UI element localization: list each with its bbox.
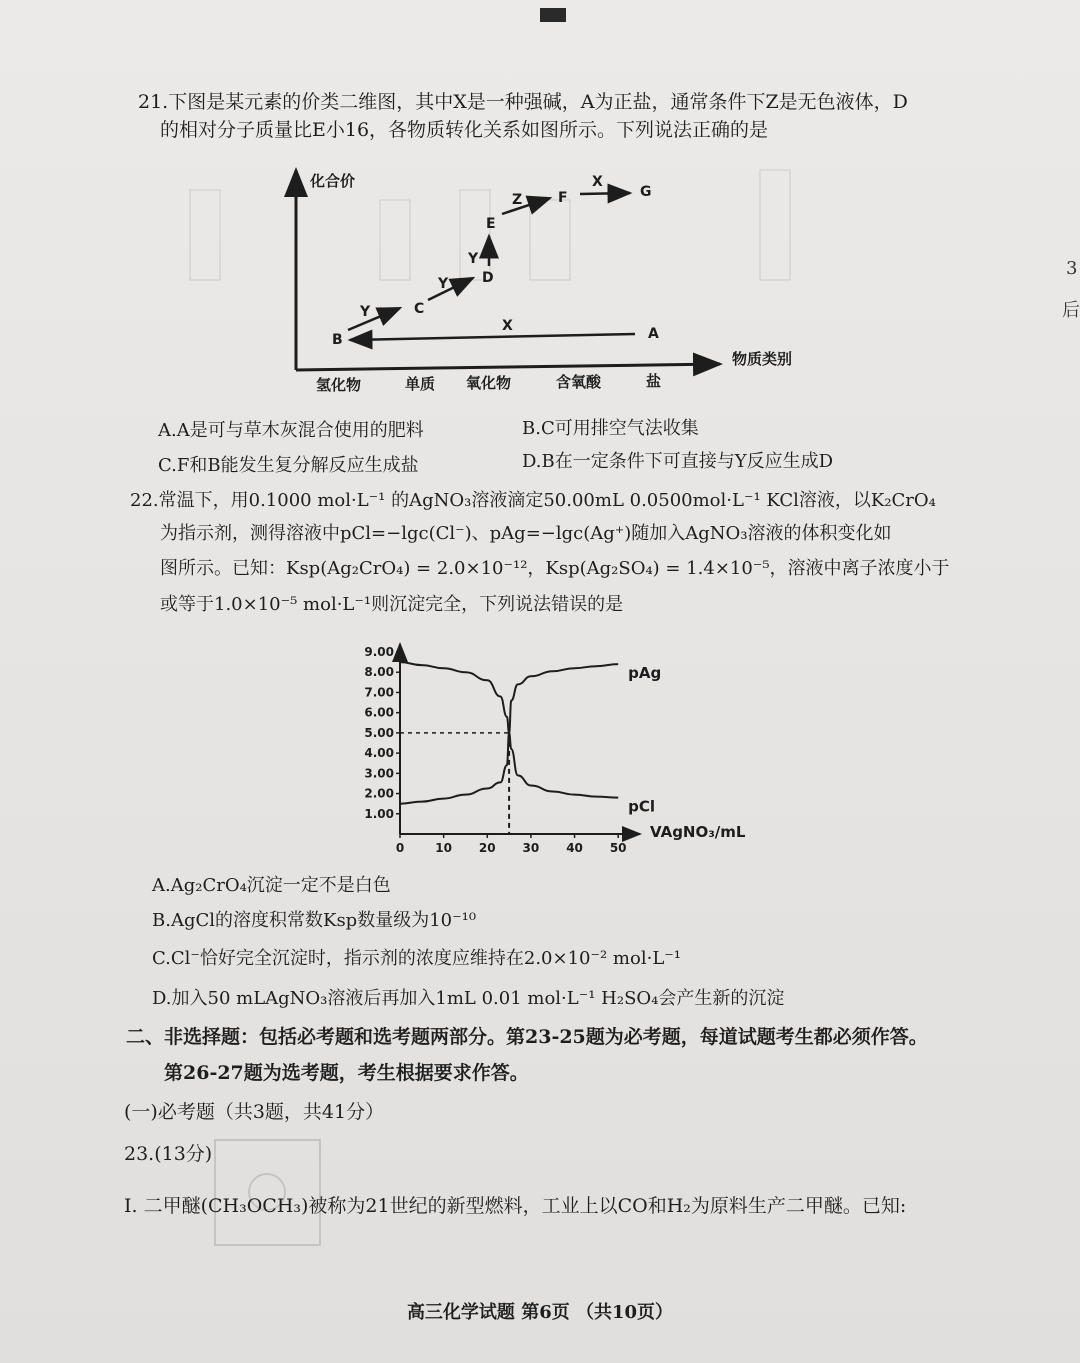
x-tick-label: 40 — [566, 841, 583, 855]
q22-option-a: A.Ag₂CrO₄沉淀一定不是白色 — [152, 875, 391, 896]
arrow-label-x2: X — [592, 174, 603, 190]
q21-option-b: B.C可用排空气法收集 — [522, 418, 699, 439]
diagram-y-label: 化合价 — [310, 172, 356, 190]
node-f: F — [558, 190, 568, 206]
q21-option-d: D.B在一定条件下可直接与Y反应生成D — [522, 451, 834, 472]
chart-x-label: VAgNO₃/mL — [650, 823, 746, 841]
node-c: C — [414, 301, 425, 317]
node-e: E — [486, 216, 496, 232]
section2-line1: 二、非选择题：包括必考题和选考题两部分。第23-25题为必考题，每道试题考生都必须作答。 — [126, 1026, 928, 1048]
q22-option-d: D.加入50 mLAgNO₃溶液后再加入1mL 0.01 mol·L⁻¹ H₂SO₄会产生新的沉淀 — [152, 988, 785, 1009]
node-g: G — [640, 184, 652, 200]
y-tick-label: 7.00 — [364, 685, 394, 700]
q22-option-c: C.Cl⁻恰好完全沉淀时，指示剂的浓度应维持在2.0×10⁻² mol·L⁻¹ — [152, 948, 681, 969]
x-tick-label: 30 — [522, 841, 540, 855]
diagram-x-axis — [296, 364, 720, 370]
arrow-label-z: Z — [512, 192, 523, 208]
x-tick-label: 50 — [609, 841, 627, 855]
section2-subheading: (一)必考题（共3题，共41分） — [124, 1101, 385, 1123]
y-tick-label: 5.00 — [364, 725, 394, 740]
arrow-b-to-c — [348, 308, 400, 330]
x-tick-label: 10 — [435, 841, 452, 855]
binding-tab — [540, 8, 566, 22]
q23-heading: 23.(13分) — [124, 1143, 213, 1165]
arrow-label-y2: Y — [438, 276, 449, 292]
q22-stem-line4: 或等于1.0×10⁻⁵ mol·L⁻¹则沉淀完全，下列说法错误的是 — [160, 594, 624, 615]
q22-stem-line1: 22.常温下，用0.1000 mol·L⁻¹ 的AgNO₃溶液滴定50.00mL 0.0500mol·L⁻¹ KCl溶液，以K₂CrO₄ — [130, 490, 936, 511]
y-tick-label: 6.00 — [364, 705, 394, 720]
category-hydride: 氢化物 — [316, 376, 362, 394]
diagram-x-label: 物质类别 — [732, 350, 793, 368]
q21-stem-line2: 的相对分子质量比E小16，各物质转化关系如图所示。下列说法正确的是 — [160, 119, 769, 141]
category-salt: 盐 — [646, 372, 662, 390]
y-tick-label: 1.00 — [364, 806, 394, 821]
y-tick-label: 8.00 — [364, 665, 394, 680]
right-edge-text-1: 3 — [1066, 258, 1078, 279]
q22-option-b: B.AgCl的溶度积常数Ksp数量级为10⁻¹⁰ — [152, 910, 477, 931]
x-tick-label: 0 — [395, 841, 405, 855]
titration-chart — [340, 632, 760, 860]
arrow-c-to-d — [428, 278, 473, 300]
node-b: B — [332, 332, 343, 348]
arrow-label-x1: X — [502, 318, 513, 334]
arrow-e-to-f — [502, 198, 550, 214]
y-tick-label: 2.00 — [364, 786, 394, 801]
category-oxyacid: 含氧酸 — [556, 373, 602, 391]
valence-class-diagram — [270, 158, 830, 398]
q23-line1: Ⅰ. 二甲醚(CH₃OCH₃)被称为21世纪的新型燃料，工业上以CO和H₂为原料生产二甲醚。已知: — [124, 1195, 907, 1217]
section2-line2: 第26-27题为选考题，考生根据要求作答。 — [164, 1062, 529, 1084]
q21-stem-line1: 21.下图是某元素的价类二维图，其中X是一种强碱，A为正盐，通常条件下Z是无色液体，D — [138, 91, 908, 113]
q22-stem-line2: 为指示剂，测得溶液中pCl=−lgc(Cl⁻)、pAg=−lgc(Ag⁺)随加入AgNO₃溶液的体积变化如 — [160, 523, 892, 544]
bleed-through-lattice — [205, 1130, 335, 1255]
arrow-f-to-g — [580, 193, 630, 194]
y-tick-label: 4.00 — [364, 746, 394, 761]
arrow-a-to-b — [350, 334, 635, 340]
arrow-label-y1: Y — [360, 304, 371, 320]
node-a: A — [648, 326, 659, 342]
page-footer: 高三化学试题 第6页 （共10页） — [406, 1302, 674, 1323]
right-edge-text-2: 后 — [1062, 300, 1080, 321]
x-tick-label: 20 — [478, 841, 496, 855]
y-tick-label: 3.00 — [364, 766, 394, 781]
q21-option-a: A.A是可与草木灰混合使用的肥料 — [158, 420, 424, 441]
category-oxide: 氧化物 — [466, 374, 512, 392]
series-label-pag: pAg — [628, 664, 662, 683]
q22-stem-line3: 图所示。已知：Ksp(Ag₂CrO₄) = 2.0×10⁻¹²，Ksp(Ag₂SO₄) = 1.4×10⁻⁵，溶液中离子浓度小于 — [160, 558, 950, 579]
arrow-label-y3: Y — [468, 251, 479, 267]
series-label-pcl: pCl — [628, 797, 656, 816]
node-d: D — [482, 270, 494, 286]
y-tick-label: 9.00 — [364, 645, 394, 659]
q21-option-c: C.F和B能发生复分解反应生成盐 — [158, 455, 419, 476]
category-element: 单质 — [405, 375, 436, 393]
